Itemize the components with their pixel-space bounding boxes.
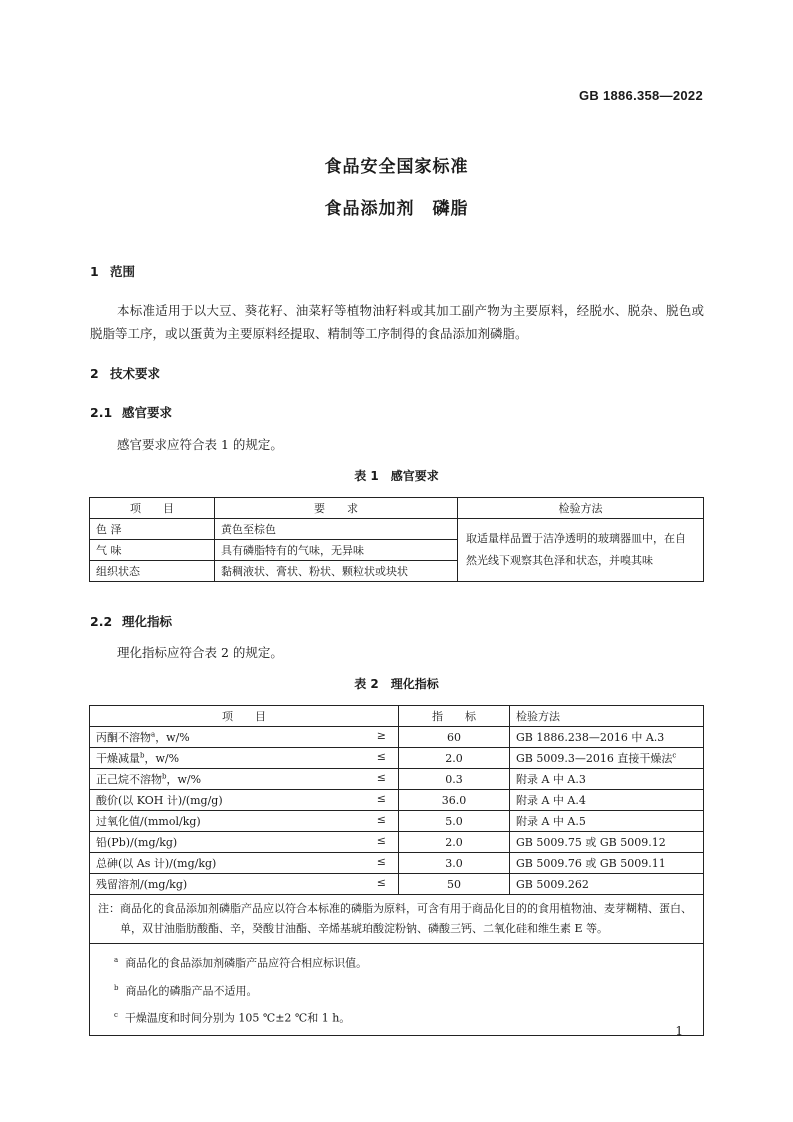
table-cell: 气 味 [90, 540, 215, 561]
table-cell-method: GB 5009.262 [510, 874, 704, 895]
table-cell-value: 0.3 [399, 769, 510, 790]
section-number: 2 [90, 366, 99, 381]
table-cell-item [90, 790, 399, 811]
table-row [90, 769, 704, 790]
table-cell: 色 泽 [90, 519, 215, 540]
table-footnotes [90, 944, 704, 1036]
footnote-text: 商品化的磷脂产品不适用。 [125, 984, 258, 998]
section-title: 感官要求 [122, 405, 173, 420]
footnote-mark: c [672, 751, 677, 760]
footnote-mark: a [151, 730, 156, 739]
table-row [90, 853, 704, 874]
section-title: 范围 [110, 264, 136, 279]
footnote [114, 1003, 695, 1031]
section-2-heading [90, 364, 160, 382]
item-name: 正己烷不溶物 [96, 773, 162, 786]
table-header-cell: 项 目 [90, 706, 399, 727]
table-2-caption: 表 2 理化指标 [354, 677, 439, 691]
table-cell-method: GB 5009.76 或 GB 5009.11 [510, 853, 704, 874]
table-header-cell: 指 标 [399, 706, 510, 727]
section-title: 技术要求 [110, 366, 161, 381]
footnote [114, 948, 695, 976]
item-name: 丙酮不溶物 [96, 731, 151, 744]
document-title: 食品安全国家标准 [324, 157, 469, 177]
item-name: 干燥减量 [96, 752, 140, 765]
section-number: 2.1 [90, 405, 113, 420]
table-cell-item [90, 832, 399, 853]
table-header-cell: 项 目 [90, 498, 215, 519]
table-note-row [90, 895, 704, 944]
comparison-symbol: ≥ [376, 729, 386, 742]
table-cell-item [90, 769, 399, 790]
method-text: GB 1886.238—2016 中 A.3 [516, 731, 665, 744]
table-cell-value: 36.0 [399, 790, 510, 811]
table-cell: 黄色至棕色 [215, 519, 458, 540]
table-cell-method [510, 727, 704, 748]
item-unit: ，w/% [155, 731, 190, 744]
section-1-text: 本标准适用于以大豆、葵花籽、油菜籽等植物油籽料或其加工副产物为主要原料，经脱水、脱杂、脱色或脱脂等工序，或以蛋黄为主要原料经提取、精制等工序制得的食品添加剂磷脂。 [90, 303, 704, 341]
table-cell: 黏稠液状、膏状、粉状、颗粒状或块状 [215, 561, 458, 582]
table-row [90, 811, 704, 832]
table-row [90, 832, 704, 853]
footnote-mark: b [140, 751, 145, 760]
table-row [90, 727, 704, 748]
table-cell: 组织状态 [90, 561, 215, 582]
footnote [114, 976, 695, 1004]
footnote-text: 干燥温度和时间分别为 105 ℃±2 ℃和 1 h。 [124, 1011, 351, 1025]
table-1 [89, 497, 704, 582]
section-2-2-heading [90, 612, 172, 630]
method-text: GB 5009.3—2016 直接干燥法 [516, 752, 673, 765]
footnote-text: 商品化的食品添加剂磷脂产品应符合相应标识值。 [125, 956, 368, 970]
footnote-mark: b [114, 983, 119, 992]
table-header-row [90, 498, 704, 519]
table-cell-method: GB 5009.75 或 GB 5009.12 [510, 832, 704, 853]
comparison-symbol: ≤ [376, 792, 386, 805]
table-cell-value: 3.0 [399, 853, 510, 874]
table-header-cell: 检验方法 [510, 706, 704, 727]
item-unit: ，w/% [144, 752, 180, 765]
document-subtitle: 食品添加剂 磷脂 [324, 199, 469, 219]
table-cell-item [90, 874, 399, 895]
comparison-symbol: ≤ [376, 855, 386, 868]
table-row [90, 790, 704, 811]
table-cell-item [90, 748, 399, 769]
item-name: 铅(Pb)/(mg/kg) [96, 836, 178, 849]
item-name: 残留溶剂/(mg/kg) [96, 878, 188, 891]
comparison-symbol: ≤ [376, 834, 386, 847]
table-footnotes-row [90, 944, 704, 1036]
table-cell-method: 附录 A 中 A.5 [510, 811, 704, 832]
table-1-caption: 表 1 感官要求 [354, 469, 439, 483]
table-cell-item [90, 727, 399, 748]
table-row [90, 748, 704, 769]
section-number: 2.2 [90, 614, 113, 629]
table-header-cell: 要 求 [215, 498, 458, 519]
table-cell: 具有磷脂特有的气味，无异味 [215, 540, 458, 561]
footnote-mark: a [114, 956, 119, 964]
table-note: 注：商品化的食品添加剂磷脂产品应以符合本标准的磷脂为原料，可含有用于商品化目的的食用植物油、麦芽糊精、蛋白、单，双甘油脂肪酸酯、辛，癸酸甘油酯、辛烯基琥珀酸淀粉钠、磷酸三钙、二氧化硅和维生素 E 等。 [90, 895, 704, 944]
footnote-mark: c [114, 1011, 118, 1020]
comparison-symbol: ≤ [376, 771, 386, 784]
item-unit: ，w/% [166, 773, 202, 786]
table-cell-value: 2.0 [399, 748, 510, 769]
standard-code: GB 1886.358—2022 [578, 88, 703, 103]
method-text: 附录 A 中 A.3 [516, 773, 586, 786]
table-row [90, 874, 704, 895]
table-header-row [90, 706, 704, 727]
section-title: 理化指标 [122, 614, 173, 629]
table-header-cell: 检验方法 [458, 498, 704, 519]
item-name: 酸价(以 KOH 计)/(mg/g) [96, 794, 223, 807]
table-row [90, 519, 704, 540]
table-cell-item [90, 853, 399, 874]
table-cell-value: 50 [399, 874, 510, 895]
comparison-symbol: ≤ [376, 813, 386, 826]
section-1-heading [90, 262, 135, 280]
item-name: 过氧化值/(mmol/kg) [96, 815, 201, 828]
section-number: 1 [90, 264, 99, 279]
comparison-symbol: ≤ [376, 750, 386, 763]
footnote-mark: b [162, 772, 167, 781]
table-cell-method: 附录 A 中 A.4 [510, 790, 704, 811]
page-number: 1 [675, 1024, 683, 1038]
table-cell-method [510, 748, 704, 769]
item-name: 总砷(以 As 计)/(mg/kg) [96, 857, 217, 870]
table-cell-value: 2.0 [399, 832, 510, 853]
table-cell-value: 5.0 [399, 811, 510, 832]
table-cell-value: 60 [399, 727, 510, 748]
table-cell-item [90, 811, 399, 832]
section-2-1-heading [90, 403, 172, 421]
section-2-1-text: 感官要求应符合表 1 的规定。 [117, 437, 283, 452]
table-2 [89, 705, 704, 1036]
table-cell-method [510, 769, 704, 790]
table-cell-method: 取适量样品置于洁净透明的玻璃器皿中，在自然光线下观察其色泽和状态，并嗅其味 [458, 519, 704, 582]
comparison-symbol: ≤ [376, 876, 386, 889]
section-2-2-text: 理化指标应符合表 2 的规定。 [117, 645, 283, 660]
